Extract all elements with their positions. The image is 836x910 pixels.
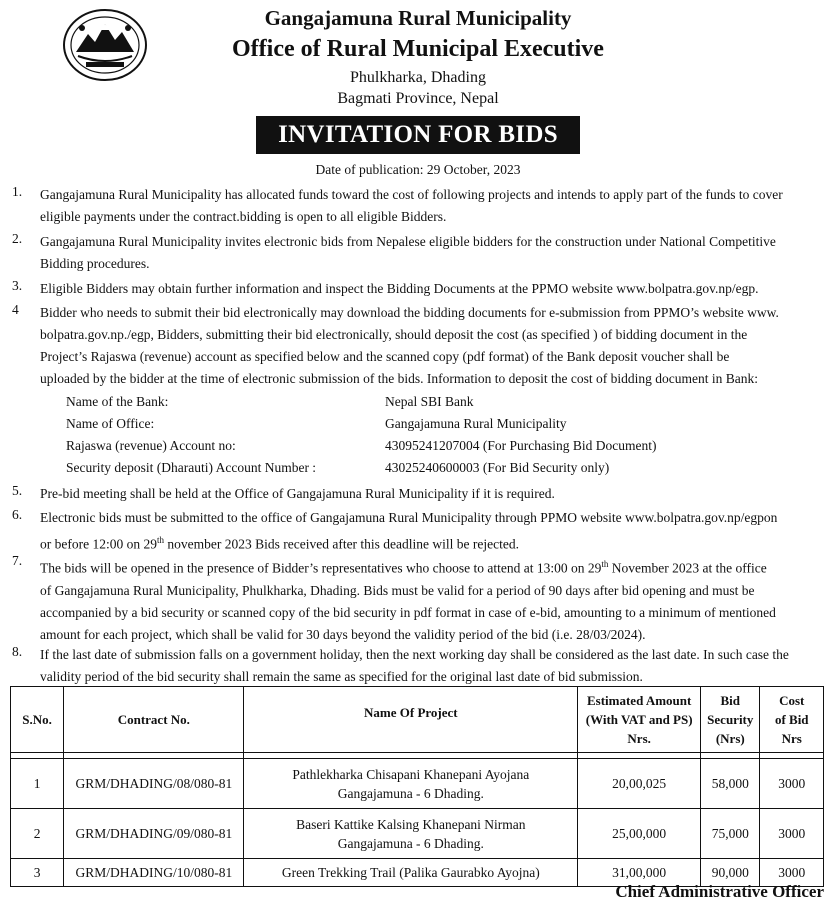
item-number: 6.	[12, 507, 23, 522]
project-line: Green Trekking Trail (Palika Gaurabko Ayojna)	[281, 865, 540, 880]
item-number: 3.	[12, 278, 23, 293]
item-text	[40, 553, 824, 646]
publication-date: Date of publication: 29 October, 2023	[315, 162, 521, 177]
item-text	[40, 483, 824, 505]
item-line: eligible payments under the contract.bidding is open to all eligible Bidders.	[40, 209, 447, 224]
bank-label: Security deposit (Dharauti) Account Number :	[66, 460, 317, 475]
item-number: 1.	[12, 184, 23, 199]
bank-value: 43095241207004 (For Purchasing Bid Document)	[385, 438, 657, 453]
cell-contract: GRM/DHADING/10/080-81	[64, 859, 244, 887]
cell-sno: 3	[11, 859, 64, 887]
item-line: amount for each project, which shall be valid for 30 days beyond the validity period of the bid (i.e. 28/03/2024).	[40, 626, 646, 642]
superscript: th	[156, 535, 164, 545]
cell-contract: GRM/DHADING/08/080-81	[64, 759, 244, 809]
cell-project	[244, 759, 578, 809]
item-number: 7.	[12, 553, 23, 568]
item-line: Gangajamuna Rural Municipality has allocated funds toward the cost of following projects and intends to apply part of the funds to cover	[40, 187, 783, 202]
cell-security: 75,000	[701, 809, 760, 859]
item-line-part: November 2023 at the office	[608, 560, 767, 576]
item-number: 4	[12, 302, 19, 317]
bank-label: Name of the Bank:	[66, 394, 169, 409]
invitation-banner: INVITATION FOR BIDS	[256, 116, 580, 154]
item-line: Gangajamuna Rural Municipality invites electronic bids from Nepalese eligible bidders for the construction under National Competitive	[40, 234, 776, 249]
item-text	[40, 302, 824, 390]
item-line: Bidding procedures.	[40, 256, 150, 271]
header-security-line: Bid	[720, 693, 741, 708]
item-line: Electronic bids must be submitted to the office of Gangajamuna Rural Municipality through PPMO website www.bolpatra.gov.np/egpon	[40, 510, 778, 525]
header-amount	[578, 687, 701, 753]
header-cost	[760, 687, 824, 753]
header-project: Name Of Project	[244, 687, 578, 753]
item-number: 5.	[12, 483, 23, 498]
item-text	[40, 278, 824, 300]
item-line: bolpatra.gov.np./egp, Bidders, submitting their bid electronically, should deposit the cost (as specified ) of bidding document in the	[40, 327, 748, 342]
header-cost-line: of Bid	[774, 712, 809, 727]
item-text	[40, 644, 824, 688]
superscript: th	[601, 559, 609, 569]
cell-project	[244, 809, 578, 859]
header-cost-line: Cost	[779, 693, 805, 708]
item-line: of Gangajamuna Rural Municipality, Phulkharka, Dhading. Bids must be valid for a period of 90 days after bid opening and must be	[40, 582, 755, 598]
header-cost-line: Nrs	[781, 731, 802, 746]
bank-label: Rajaswa (revenue) Account no:	[66, 438, 236, 453]
item-line	[40, 553, 824, 580]
header-amount-line: (With VAT and PS)	[585, 712, 693, 727]
item-line: Bidder who needs to submit their bid electronically may download the bidding documents for e-submission from PPMO’s website www.	[40, 305, 779, 320]
item-line: uploaded by the bidder at the time of electronic submission of the bids. Information to deposit the cost of bidding document in Bank:	[40, 371, 758, 386]
bank-value: Gangajamuna Rural Municipality	[385, 416, 567, 431]
table-row	[11, 809, 824, 859]
cell-sno: 1	[11, 759, 64, 809]
cell-cost: 3000	[760, 859, 824, 887]
item-number: 8.	[12, 644, 23, 659]
item-number: 2.	[12, 231, 23, 246]
office-name: Office of Rural Municipal Executive	[232, 36, 604, 62]
address-line-2: Bagmati Province, Nepal	[337, 90, 499, 107]
header-security	[701, 687, 760, 753]
bids-table	[10, 686, 824, 887]
item-line-part: or before 12:00 on 29	[40, 536, 157, 552]
header-sno: S.No.	[11, 687, 64, 753]
item-line: validity period of the bid security shall remain the same as specified for the original last date of bid submission.	[40, 669, 643, 684]
municipality-name: Gangajamuna Rural Municipality	[264, 6, 572, 30]
cell-security: 58,000	[701, 759, 760, 809]
signature-title: Chief Administrative Officer	[615, 882, 824, 901]
header-contract: Contract No.	[64, 687, 244, 753]
header-security-line: (Nrs)	[715, 731, 745, 746]
cell-contract: GRM/DHADING/09/080-81	[64, 809, 244, 859]
item-line: Project’s Rajaswa (revenue) account as specified below and the scanned copy (pdf format) of the Bank deposit voucher shall be	[40, 349, 730, 364]
cell-sno: 2	[11, 809, 64, 859]
header-amount-line: Estimated Amount	[586, 693, 692, 708]
project-line: Pathlekharka Chisapani Khanepani Ayojana	[292, 766, 530, 782]
item-line: If the last date of submission falls on a government holiday, then the next working day shall be considered as the last date. In such case the	[40, 647, 789, 662]
project-line: Gangajamuna - 6 Dhading.	[337, 785, 484, 801]
cell-project	[244, 859, 578, 887]
cell-cost: 3000	[760, 809, 824, 859]
table-row	[11, 759, 824, 809]
item-line: accompanied by a bid security or scanned copy of the bid security in pdf format in case of e-bid, amounting to a minimum of mentioned	[40, 604, 776, 620]
header-security-line: Security	[707, 712, 754, 727]
project-line: Baseri Kattike Kalsing Khanepani Nirman	[296, 816, 526, 832]
cell-cost: 3000	[760, 759, 824, 809]
item-text	[40, 184, 824, 228]
bank-value: Nepal SBI Bank	[385, 394, 474, 409]
cell-security: 90,000	[701, 859, 760, 887]
item-line-part: The bids will be opened in the presence of Bidder’s representatives who choose to attend at 13:00 on 29	[40, 560, 602, 576]
item-line-part: november 2023 Bids received after this deadline will be rejected.	[164, 536, 519, 552]
bank-label: Name of Office:	[66, 416, 155, 431]
project-line: Gangajamuna - 6 Dhading.	[337, 835, 484, 851]
bank-value: 43025240600003 (For Bid Security only)	[385, 460, 610, 475]
header-amount-line: Nrs.	[627, 731, 651, 746]
item-text	[40, 507, 824, 556]
address-line-1: Phulkharka, Dhading	[350, 69, 486, 86]
cell-amount: 25,00,000	[578, 809, 701, 859]
item-text	[40, 231, 824, 275]
item-line: Pre-bid meeting shall be held at the Office of Gangajamuna Rural Municipality if it is required.	[40, 486, 555, 501]
table-header-row	[11, 687, 824, 753]
cell-amount: 31,00,000	[578, 859, 701, 887]
cell-amount: 20,00,025	[578, 759, 701, 809]
item-line	[40, 529, 824, 556]
item-line: Eligible Bidders may obtain further information and inspect the Bidding Documents at the PPMO website www.bolpatra.gov.np/egp.	[40, 281, 759, 296]
